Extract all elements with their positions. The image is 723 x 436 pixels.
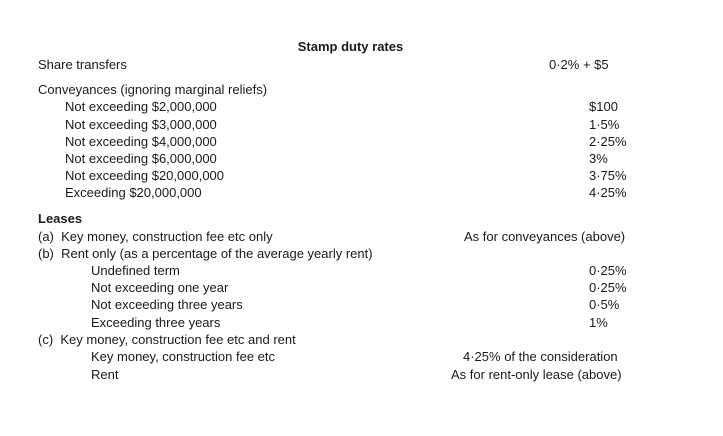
- lease-b-sub-value: 1%: [589, 315, 608, 330]
- lease-b-subrow: [0, 296, 723, 313]
- lease-b-sub-label: Not exceeding one year: [91, 280, 229, 295]
- title-text: Stamp duty rates: [297, 39, 404, 54]
- conveyance-value: 3%: [589, 151, 608, 166]
- conveyance-row: [0, 150, 723, 167]
- lease-c-sub-label: Rent: [91, 367, 119, 382]
- conveyance-label: Not exceeding $4,000,000: [65, 134, 217, 149]
- lease-c-subrow: [0, 348, 723, 365]
- lease-b-sub-label: Not exceeding three years: [91, 297, 243, 312]
- conveyance-row: [0, 133, 723, 150]
- lease-b-sub-value: 0·5%: [589, 297, 620, 312]
- conveyance-value: $100: [589, 99, 618, 114]
- conveyance-row: [0, 184, 723, 201]
- leases-heading: Leases: [38, 211, 83, 226]
- share-transfers-row: [0, 56, 723, 73]
- conveyance-row: [0, 116, 723, 133]
- lease-b-row: [0, 245, 723, 262]
- conveyance-label: Exceeding $20,000,000: [65, 185, 202, 200]
- conveyance-value: 2·25%: [589, 134, 627, 149]
- page-title: [0, 39, 723, 54]
- share-transfers-label: Share transfers: [38, 57, 127, 72]
- lease-c-sub-label: Key money, construction fee etc: [91, 349, 276, 364]
- lease-b-sub-value: 0·25%: [589, 280, 627, 295]
- lease-b-sub-value: 0·25%: [589, 263, 627, 278]
- lease-b-sub-label: Undefined term: [91, 263, 180, 278]
- conveyance-row: [0, 167, 723, 184]
- conveyance-label: Not exceeding $6,000,000: [65, 151, 217, 166]
- lease-a-value: As for conveyances (above): [464, 229, 626, 244]
- conveyance-value: 1·5%: [589, 117, 620, 132]
- conveyances-heading: Conveyances (ignoring marginal reliefs): [38, 82, 268, 97]
- lease-b-subrow: [0, 279, 723, 296]
- conveyances-heading-row: [0, 81, 723, 98]
- lease-c-sub-value: 4·25% of the consideration: [463, 349, 618, 364]
- lease-b-subrow: [0, 262, 723, 279]
- conveyance-value: 3·75%: [589, 168, 627, 183]
- conveyance-label: Not exceeding $20,000,000: [65, 168, 225, 183]
- lease-b-label: (b) Rent only (as a percentage of the average yearly rent): [38, 246, 373, 261]
- lease-b-subrow: [0, 314, 723, 331]
- conveyance-label: Not exceeding $3,000,000: [65, 117, 217, 132]
- lease-c-label: (c) Key money, construction fee etc and rent: [38, 332, 296, 347]
- lease-b-sub-label: Exceeding three years: [91, 315, 221, 330]
- lease-c-row: [0, 331, 723, 348]
- share-transfers-value: 0·2% + $5: [549, 57, 609, 72]
- lease-c-subrow: [0, 366, 723, 383]
- lease-a-row: [0, 228, 723, 245]
- lease-c-sub-value: As for rent-only lease (above): [451, 367, 622, 382]
- leases-heading-row: [0, 210, 723, 227]
- conveyance-row: [0, 98, 723, 115]
- conveyance-value: 4·25%: [589, 185, 627, 200]
- conveyance-label: Not exceeding $2,000,000: [65, 99, 217, 114]
- lease-a-label: (a) Key money, construction fee etc only: [38, 229, 273, 244]
